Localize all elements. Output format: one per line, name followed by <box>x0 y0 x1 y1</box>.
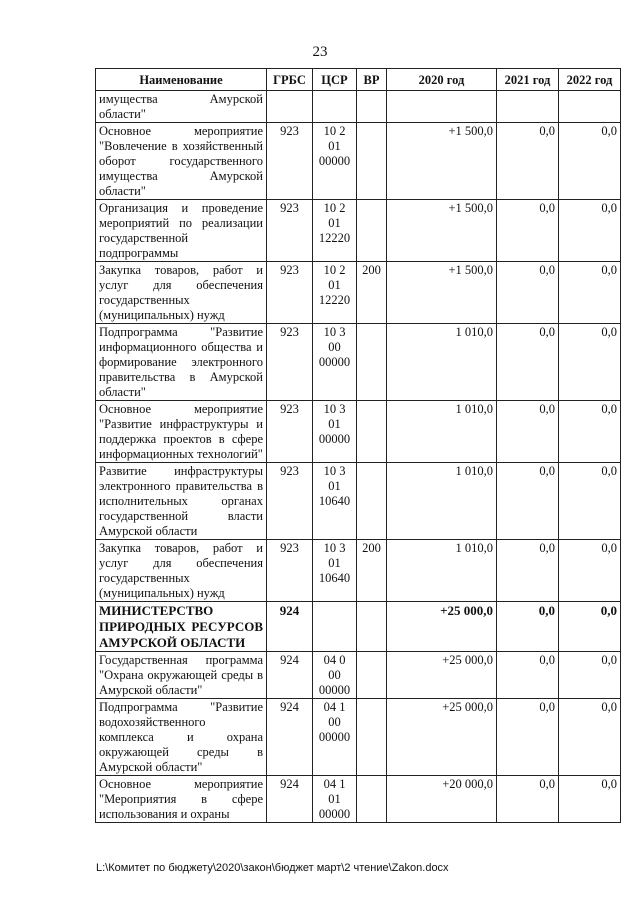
cell-csr: 10 3 01 10640 <box>313 463 357 540</box>
table-row <box>96 262 621 324</box>
cell-2022: 0,0 <box>559 324 621 401</box>
cell-name: Развитие инфраструктуры электронного правительства в исполнительных органах государственной власти Амурской области <box>96 463 267 540</box>
cell-name: Закупка товаров, работ и услуг для обеспечения государственных (муниципальных) нужд <box>96 262 267 324</box>
cell-csr: 04 1 01 00000 <box>313 776 357 823</box>
header-csr: ЦСР <box>313 69 357 91</box>
cell-vr <box>357 91 387 123</box>
table-row <box>96 602 621 652</box>
cell-grbs: 923 <box>267 540 313 602</box>
cell-2020: 1 010,0 <box>387 540 497 602</box>
cell-csr: 10 3 01 00000 <box>313 401 357 463</box>
cell-vr <box>357 200 387 262</box>
cell-2020: +1 500,0 <box>387 262 497 324</box>
cell-2021: 0,0 <box>497 652 559 699</box>
cell-2022: 0,0 <box>559 652 621 699</box>
cell-vr <box>357 401 387 463</box>
file-path-footer: L:\Комитет по бюджету\2020\закон\бюджет март\2 чтение\Zakon.docx <box>96 862 449 874</box>
header-grbs: ГРБС <box>267 69 313 91</box>
cell-name: Государственная программа "Охрана окружающей среды в Амурской области" <box>96 652 267 699</box>
cell-2021: 0,0 <box>497 123 559 200</box>
header-2020: 2020 год <box>387 69 497 91</box>
cell-2020: 1 010,0 <box>387 401 497 463</box>
cell-name: МИНИСТЕРСТВО ПРИРОДНЫХ РЕСУРСОВ АМУРСКОЙ ОБЛАСТИ <box>96 602 267 652</box>
cell-2022: 0,0 <box>559 463 621 540</box>
table-body <box>96 91 621 823</box>
cell-grbs: 924 <box>267 602 313 652</box>
cell-2021: 0,0 <box>497 324 559 401</box>
cell-2021: 0,0 <box>497 200 559 262</box>
cell-vr: 200 <box>357 262 387 324</box>
cell-2020: +1 500,0 <box>387 123 497 200</box>
header-vr: ВР <box>357 69 387 91</box>
cell-vr <box>357 776 387 823</box>
cell-csr: 10 3 01 10640 <box>313 540 357 602</box>
cell-name: Подпрограмма "Развитие водохозяйственного комплекса и охрана окружающей среды в Амурской области" <box>96 699 267 776</box>
cell-2021: 0,0 <box>497 463 559 540</box>
cell-vr <box>357 123 387 200</box>
cell-vr <box>357 324 387 401</box>
budget-table <box>95 68 621 823</box>
cell-grbs: 924 <box>267 776 313 823</box>
cell-2022: 0,0 <box>559 699 621 776</box>
cell-csr: 10 2 01 12220 <box>313 262 357 324</box>
cell-2022: 0,0 <box>559 776 621 823</box>
table-row <box>96 652 621 699</box>
table-row <box>96 401 621 463</box>
cell-grbs <box>267 91 313 123</box>
cell-2022 <box>559 91 621 123</box>
header-2022: 2022 год <box>559 69 621 91</box>
cell-csr: 04 0 00 00000 <box>313 652 357 699</box>
cell-name: Подпрограмма "Развитие информационного общества и формирование электронного правительства в Амурской области" <box>96 324 267 401</box>
table-header-row <box>96 69 621 91</box>
cell-csr <box>313 602 357 652</box>
cell-2022: 0,0 <box>559 401 621 463</box>
cell-2020 <box>387 91 497 123</box>
cell-name: имущества Амурской области" <box>96 91 267 123</box>
table-row <box>96 699 621 776</box>
cell-grbs: 923 <box>267 463 313 540</box>
cell-csr: 10 2 01 00000 <box>313 123 357 200</box>
cell-vr <box>357 699 387 776</box>
cell-vr: 200 <box>357 540 387 602</box>
page-number: 23 <box>312 44 328 60</box>
cell-grbs: 923 <box>267 401 313 463</box>
cell-2021: 0,0 <box>497 776 559 823</box>
cell-2020: 1 010,0 <box>387 324 497 401</box>
cell-grbs: 923 <box>267 324 313 401</box>
cell-2020: +1 500,0 <box>387 200 497 262</box>
table-row <box>96 540 621 602</box>
cell-2022: 0,0 <box>559 123 621 200</box>
cell-grbs: 924 <box>267 699 313 776</box>
cell-grbs: 923 <box>267 200 313 262</box>
table-row <box>96 324 621 401</box>
cell-2022: 0,0 <box>559 262 621 324</box>
cell-2022: 0,0 <box>559 540 621 602</box>
cell-name: Основное мероприятие "Вовлечение в хозяйственный оборот государственного имущества Амурской области" <box>96 123 267 200</box>
cell-2020: +25 000,0 <box>387 699 497 776</box>
cell-name: Организация и проведение мероприятий по реализации государственной подпрограммы <box>96 200 267 262</box>
cell-name: Основное мероприятие "Развитие инфраструктуры и поддержка проектов в сфере информационных технологий" <box>96 401 267 463</box>
header-2021: 2021 год <box>497 69 559 91</box>
table-row <box>96 91 621 123</box>
cell-csr: 10 2 01 12220 <box>313 200 357 262</box>
table-row <box>96 463 621 540</box>
cell-2022: 0,0 <box>559 602 621 652</box>
cell-csr: 10 3 00 00000 <box>313 324 357 401</box>
cell-2021: 0,0 <box>497 699 559 776</box>
header-name: Наименование <box>96 69 267 91</box>
cell-name: Основное мероприятие "Мероприятия в сфере использования и охраны <box>96 776 267 823</box>
cell-grbs: 924 <box>267 652 313 699</box>
cell-vr <box>357 652 387 699</box>
cell-csr <box>313 91 357 123</box>
cell-2020: +20 000,0 <box>387 776 497 823</box>
cell-2021: 0,0 <box>497 602 559 652</box>
cell-2022: 0,0 <box>559 200 621 262</box>
cell-2020: +25 000,0 <box>387 652 497 699</box>
cell-2021: 0,0 <box>497 540 559 602</box>
cell-2020: 1 010,0 <box>387 463 497 540</box>
table-row <box>96 200 621 262</box>
cell-grbs: 923 <box>267 262 313 324</box>
cell-vr <box>357 602 387 652</box>
cell-2020: +25 000,0 <box>387 602 497 652</box>
cell-2021: 0,0 <box>497 262 559 324</box>
table-row <box>96 123 621 200</box>
table-row <box>96 776 621 823</box>
cell-grbs: 923 <box>267 123 313 200</box>
cell-vr <box>357 463 387 540</box>
cell-csr: 04 1 00 00000 <box>313 699 357 776</box>
cell-2021: 0,0 <box>497 401 559 463</box>
cell-2021 <box>497 91 559 123</box>
cell-name: Закупка товаров, работ и услуг для обеспечения государственных (муниципальных) нужд <box>96 540 267 602</box>
